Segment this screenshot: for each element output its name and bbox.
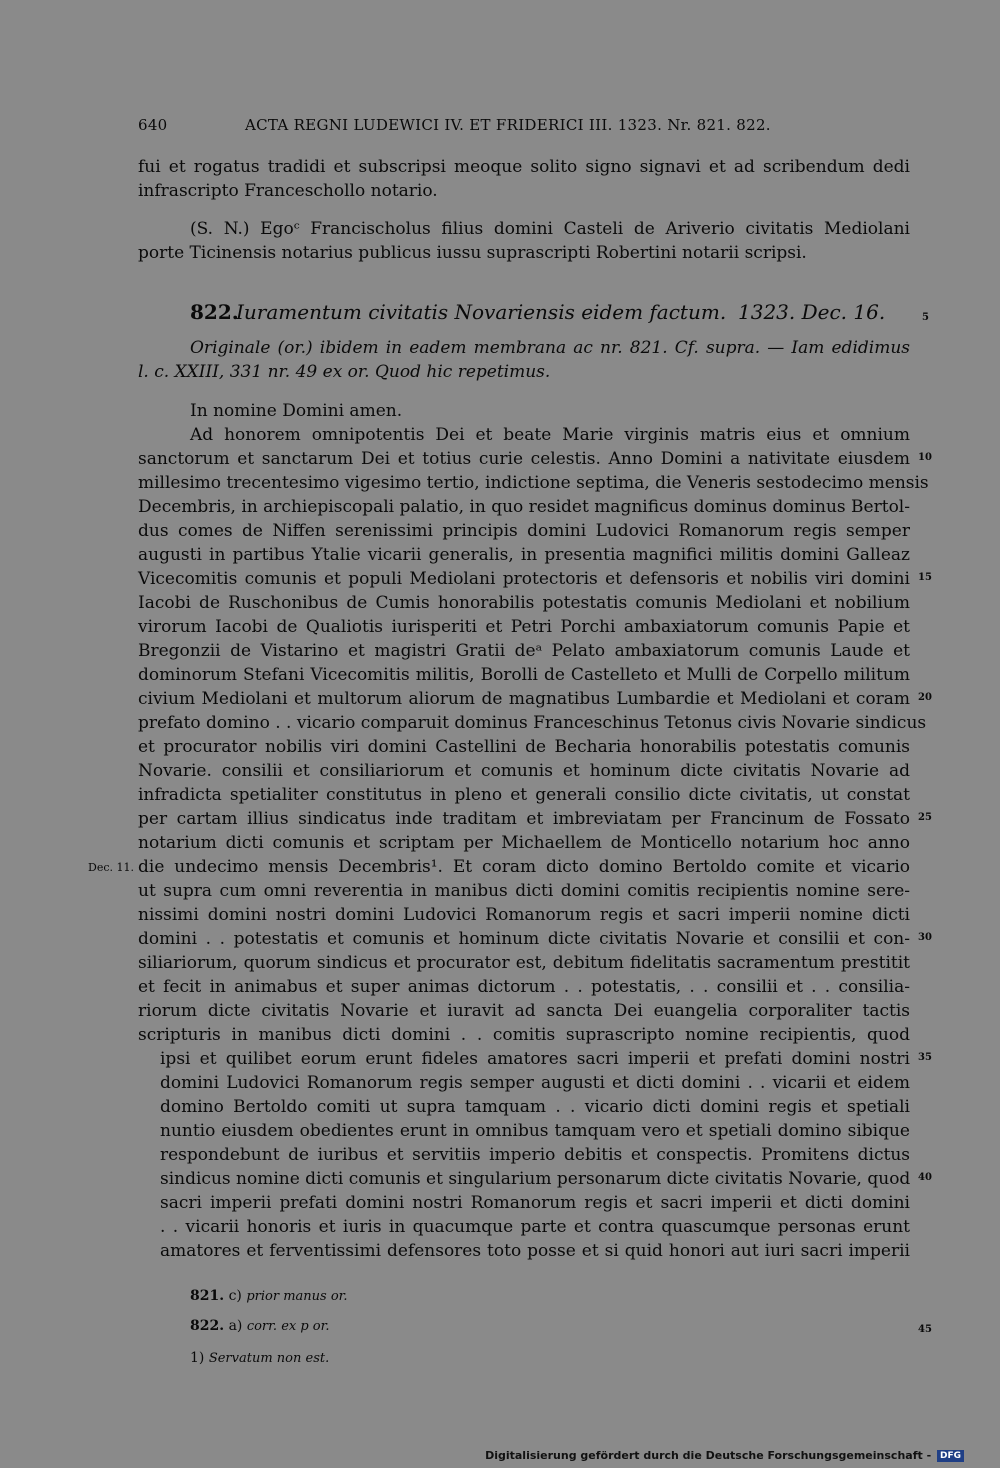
text-line: In nomine Domini amen. [190,401,403,421]
text-line: Iacobi de Ruschonibus de Cumis honorabilis potestatis comunis Mediolani et nobilium [138,593,910,613]
footnote [190,1350,329,1366]
footnote-mark: 1) [190,1350,205,1366]
source-note: l. c. XXIII, 331 nr. 49 ex or. Quod hic repetimus. [138,362,551,382]
text-line: civium Mediolani et multorum aliorum de magnatibus Lumbardie et Mediolani et coram [138,689,910,709]
margin-line-number: 20 [918,692,932,703]
document-title: Iuramentum civitatis Novariensis eidem factum. [236,300,727,324]
dfg-logo: DFG [937,1450,964,1462]
credit-text: Digitalisierung gefördert durch die Deutsche Forschungsgemeinschaft - [485,1449,932,1462]
text-line: augusti in partibus Ytalie vicarii generalis, in presentia magnifici militis domini Galleaz [138,545,910,565]
text-line: fui et rogatus tradidi et subscripsi meoque solito signo signavi et ad scribendum dedi [138,157,910,177]
text-line: (S. N.) Egoᶜ Francischolus filius domini Casteli de Ariverio civitatis Mediolani [190,219,910,239]
margin-line-number: 15 [918,572,932,583]
text-line: ut supra cum omni reverentia in manibus dicti domini comitis recipientis nomine sere- [138,881,910,901]
text-line: Novarie. consilii et consiliariorum et comunis et hominum dicte civitatis Novarie ad [138,761,910,781]
margin-line-number: 45 [918,1324,932,1335]
text-line: Vicecomitis comunis et populi Mediolani protectoris et defensoris et nobilis viri domini [138,569,910,589]
text-line: porte Ticinensis notarius publicus iussu suprascripti Robertini notarii scripsi. [138,243,807,263]
text-line: infrascripto Franceschollo notario. [138,181,438,201]
text-line: domini Ludovici Romanorum regis semper augusti et dicti domini . . vicarii et eidem [160,1073,910,1093]
text-line: amatores et ferventissimi defensores toto posse et si quid honori aut iuri sacri imperii [160,1241,910,1261]
text-line: nuntio eiusdem obedientes erunt in omnibus tamquam vero et spetiali domino sibique [160,1121,910,1141]
text-line: virorum Iacobi de Qualiotis iurisperiti et Petri Porchi ambaxiatorum comunis Papie et [138,617,910,637]
text-line: Ad honorem omnipotentis Dei et beate Marie virginis matris eius et omnium [190,425,910,445]
margin-line-number: 25 [918,812,932,823]
footnote-mark: c) [228,1288,242,1304]
margin-line-number: 10 [918,452,932,463]
text-line: et fecit in animabus et super animas dictorum . . potestatis, . . consilii et . . consilia- [138,977,910,997]
document-number: 822. [190,300,239,324]
text-line: dus comes de Niffen serenissimi principis domini Ludovici Romanorum regis semper [138,521,910,541]
footnote-ref: 822. [190,1318,225,1334]
margin-line-number: 5 [922,312,929,323]
text-line: sanctorum et sanctarum Dei et totius curie celestis. Anno Domini a nativitate eiusdem [138,449,910,469]
running-title: ACTA REGNI LUDEWICI IV. ET FRIDERICI III. 1323. Nr. 821. 822. [245,116,771,134]
margin-line-number: 30 [918,932,932,943]
text-line: infradicta spetialiter constitutus in pleno et generali consilio dicte civitatis, ut constat [138,785,910,805]
footnote-text: corr. ex p or. [246,1319,330,1334]
text-line: sacri imperii prefati domini nostri Romanorum regis et sacri imperii et dicti domini [160,1193,910,1213]
text-line: die undecimo mensis Decembris¹. Et coram dicto domino Bertoldo comite et vicario [138,857,910,877]
footnote-text: prior manus or. [246,1289,348,1304]
text-line: respondebunt de iuribus et servitiis imperio debitis et conspectis. Promitens dictus [160,1145,910,1165]
digitization-credit [485,1449,964,1462]
text-line: scripturis in manibus dicti domini . . comitis suprascripto nomine recipientis, quod [138,1025,910,1045]
margin-line-number: 40 [918,1172,932,1183]
margin-date-note: Dec. 11. [88,861,134,874]
document-date: 1323. Dec. 16. [738,300,886,324]
text-line: ipsi et quilibet eorum erunt fideles amatores sacri imperii et prefati domini nostri [160,1049,910,1069]
text-line: sindicus nomine dicti comunis et singularium personarum dicte civitatis Novarie, quod [160,1169,911,1189]
footnote [190,1288,348,1304]
source-note: Originale (or.) ibidem in eadem membrana ac nr. 821. Cf. supra. — Iam edidimus [190,338,910,358]
text-line: Decembris, in archiepiscopali palatio, in quo residet magnificus dominus dominus Bertol- [138,497,910,517]
text-line: nissimi domini nostri domini Ludovici Romanorum regis et sacri imperii nomine dicti [138,905,910,925]
text-line: et procurator nobilis viri domini Castellini de Becharia honorabilis potestatis comunis [138,737,910,757]
page-number: 640 [138,116,168,134]
text-line: domino Bertoldo comiti ut supra tamquam . . vicario dicti domini regis et spetiali [160,1097,910,1117]
text-line: domini . . potestatis et comunis et hominum dicte civitatis Novarie et consilii et con- [138,929,910,949]
text-line: Bregonzii de Vistarino et magistri Gratii deᵃ Pelato ambaxiatorum comunis Laude et [138,641,910,661]
footnote-mark: a) [228,1318,243,1334]
text-line: riorum dicte civitatis Novarie et iuravit ad sancta Dei euangelia corporaliter tactis [138,1001,910,1021]
footnote-text: Servatum non est. [208,1351,330,1366]
text-line: per cartam illius sindicatus inde traditam et imbreviatam per Francinum de Fossato [138,809,910,829]
text-line: . . vicarii honoris et iuris in quacumque parte et contra quascumque personas erunt [160,1217,910,1237]
margin-line-number: 35 [918,1052,932,1063]
text-line: millesimo trecentesimo vigesimo tertio, indictione septima, die Veneris sestodecimo mensis [138,473,929,493]
text-line: prefato domino . . vicario comparuit dominus Franceschinus Tetonus civis Novarie sindicus [138,713,927,733]
text-line: dominorum Stefani Vicecomitis militis, Borolli de Castelleto et Mulli de Corpello militum [138,665,910,685]
footnote-ref: 821. [190,1288,225,1304]
text-line: notarium dicti comunis et scriptam per Michaellem de Monticello notarium hoc anno [138,833,910,853]
text-line: siliariorum, quorum sindicus et procurator est, debitum fidelitatis sacramentum prestitit [138,953,910,973]
footnote [190,1318,330,1334]
